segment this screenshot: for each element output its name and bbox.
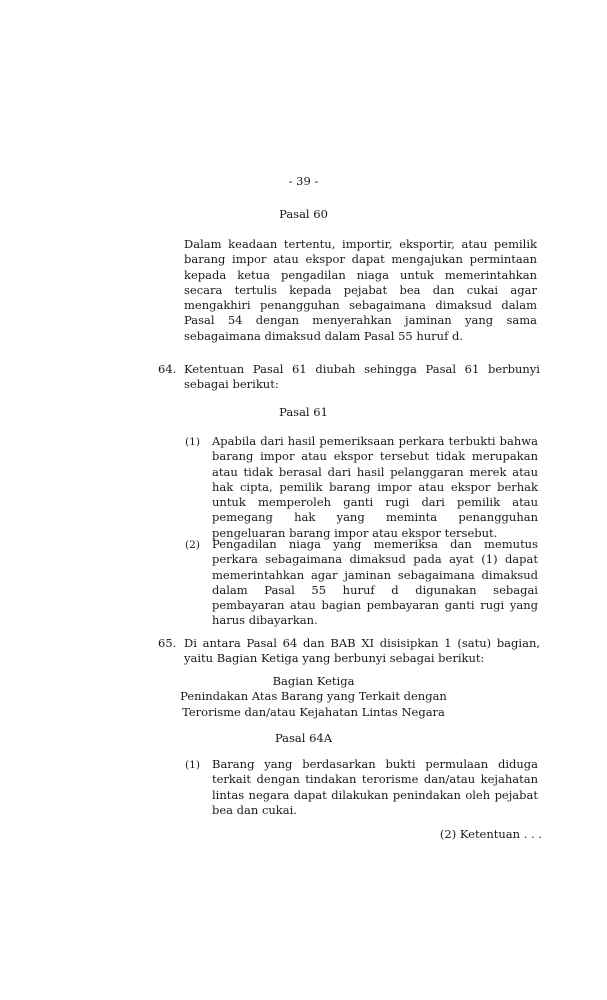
paragraph-pasal-60 [184, 237, 537, 344]
text-line: memerintahkan agar jaminan sebagaimana dimaksud [212, 567, 538, 582]
text-line: untuk memperoleh ganti rugi dari pemilik atau [212, 495, 538, 510]
text-line: Penindakan Atas Barang yang Terkait dengan [180, 689, 447, 704]
heading-pasal-60: Pasal 60 [279, 207, 328, 221]
text-line: barang impor atau ekspor tersebut tidak merupakan [212, 449, 538, 464]
list-item-text [184, 636, 540, 667]
ayat-marker: (2) [185, 539, 201, 551]
text-line: atau tidak berasal dari hasil pelanggaran merek atau [212, 464, 538, 479]
heading-pasal-64a: Pasal 64A [274, 731, 333, 745]
text-line: dalam Pasal 55 huruf d digunakan sebagai [212, 582, 538, 597]
text-line: bea dan cukai. [212, 802, 297, 817]
heading-bagian-ketiga [10, 674, 607, 720]
text-line: Pasal 54 dengan menyerahkan jaminan yang sama [184, 313, 537, 328]
text-line: Apabila dari hasil pemeriksaan perkara terbukti bahwa [212, 434, 538, 448]
text-line: terkait dengan tindakan terorisme dan/atau kejahatan [212, 772, 538, 787]
heading-pasal-61: Pasal 61 [279, 405, 328, 419]
text-line: pengeluaran barang impor atau ekspor tersebut. [212, 525, 498, 540]
catchword: (2) Ketentuan . . . [439, 827, 542, 841]
text-line: yaitu Bagian Ketiga yang berbunyi sebagai berikut: [184, 651, 485, 666]
text-line: sebagaimana dimaksud dalam Pasal 55 huruf d. [184, 328, 464, 343]
list-item-number: 65. [158, 636, 177, 650]
text-line: Di antara Pasal 64 dan BAB XI disisipkan 1 (satu) bagian, [184, 636, 540, 650]
ayat-marker: (1) [185, 759, 201, 771]
text-line: hak cipta, pemilik barang impor atau ekspor berhak [212, 479, 538, 494]
page-number: - 39 - [288, 174, 319, 188]
text-line: sebagai berikut: [184, 377, 279, 392]
text-line: secara tertulis kepada pejabat bea dan cukai agar [184, 282, 537, 297]
text-line: Pengadilan niaga yang memeriksa dan memutus [212, 537, 538, 551]
pasal-61-ayat-2 [185, 537, 538, 629]
ayat-marker: (1) [185, 436, 201, 448]
list-item-65 [158, 636, 540, 667]
ayat-text [212, 757, 538, 818]
text-line: Ketentuan Pasal 61 diubah sehingga Pasal 61 berbunyi [184, 362, 540, 376]
list-item-text [184, 362, 540, 393]
text-line: mengakhiri penangguhan sebagaimana dimaksud dalam [184, 298, 537, 313]
text-line: barang impor atau ekspor dapat mengajukan permintaan [184, 252, 537, 267]
pasal-61-ayat-1 [185, 434, 538, 541]
text-line: perkara sebagaimana dimaksud pada ayat (1) dapat [212, 552, 538, 567]
text-line: lintas negara dapat dilakukan penindakan oleh pejabat [212, 787, 538, 802]
text-line: Barang yang berdasarkan bukti permulaan diduga [212, 757, 538, 771]
list-item-number: 64. [158, 362, 177, 376]
ayat-text [212, 434, 538, 541]
list-item-64 [158, 362, 540, 393]
text-line: pembayaran atau bagian pembayaran ganti rugi yang [212, 598, 538, 613]
pasal-64a-ayat-1 [185, 757, 538, 818]
text-line: Terorisme dan/atau Kejahatan Lintas Negara [182, 704, 445, 719]
text-line: Bagian Ketiga [272, 674, 355, 688]
text-line: Dalam keadaan tertentu, importir, eksportir, atau pemilik [184, 237, 537, 251]
ayat-text [212, 537, 538, 629]
text-line: kepada ketua pengadilan niaga untuk memerintahkan [184, 267, 537, 282]
text-line: harus dibayarkan. [212, 613, 318, 628]
text-line: pemegang hak yang meminta penangguhan [212, 510, 538, 525]
